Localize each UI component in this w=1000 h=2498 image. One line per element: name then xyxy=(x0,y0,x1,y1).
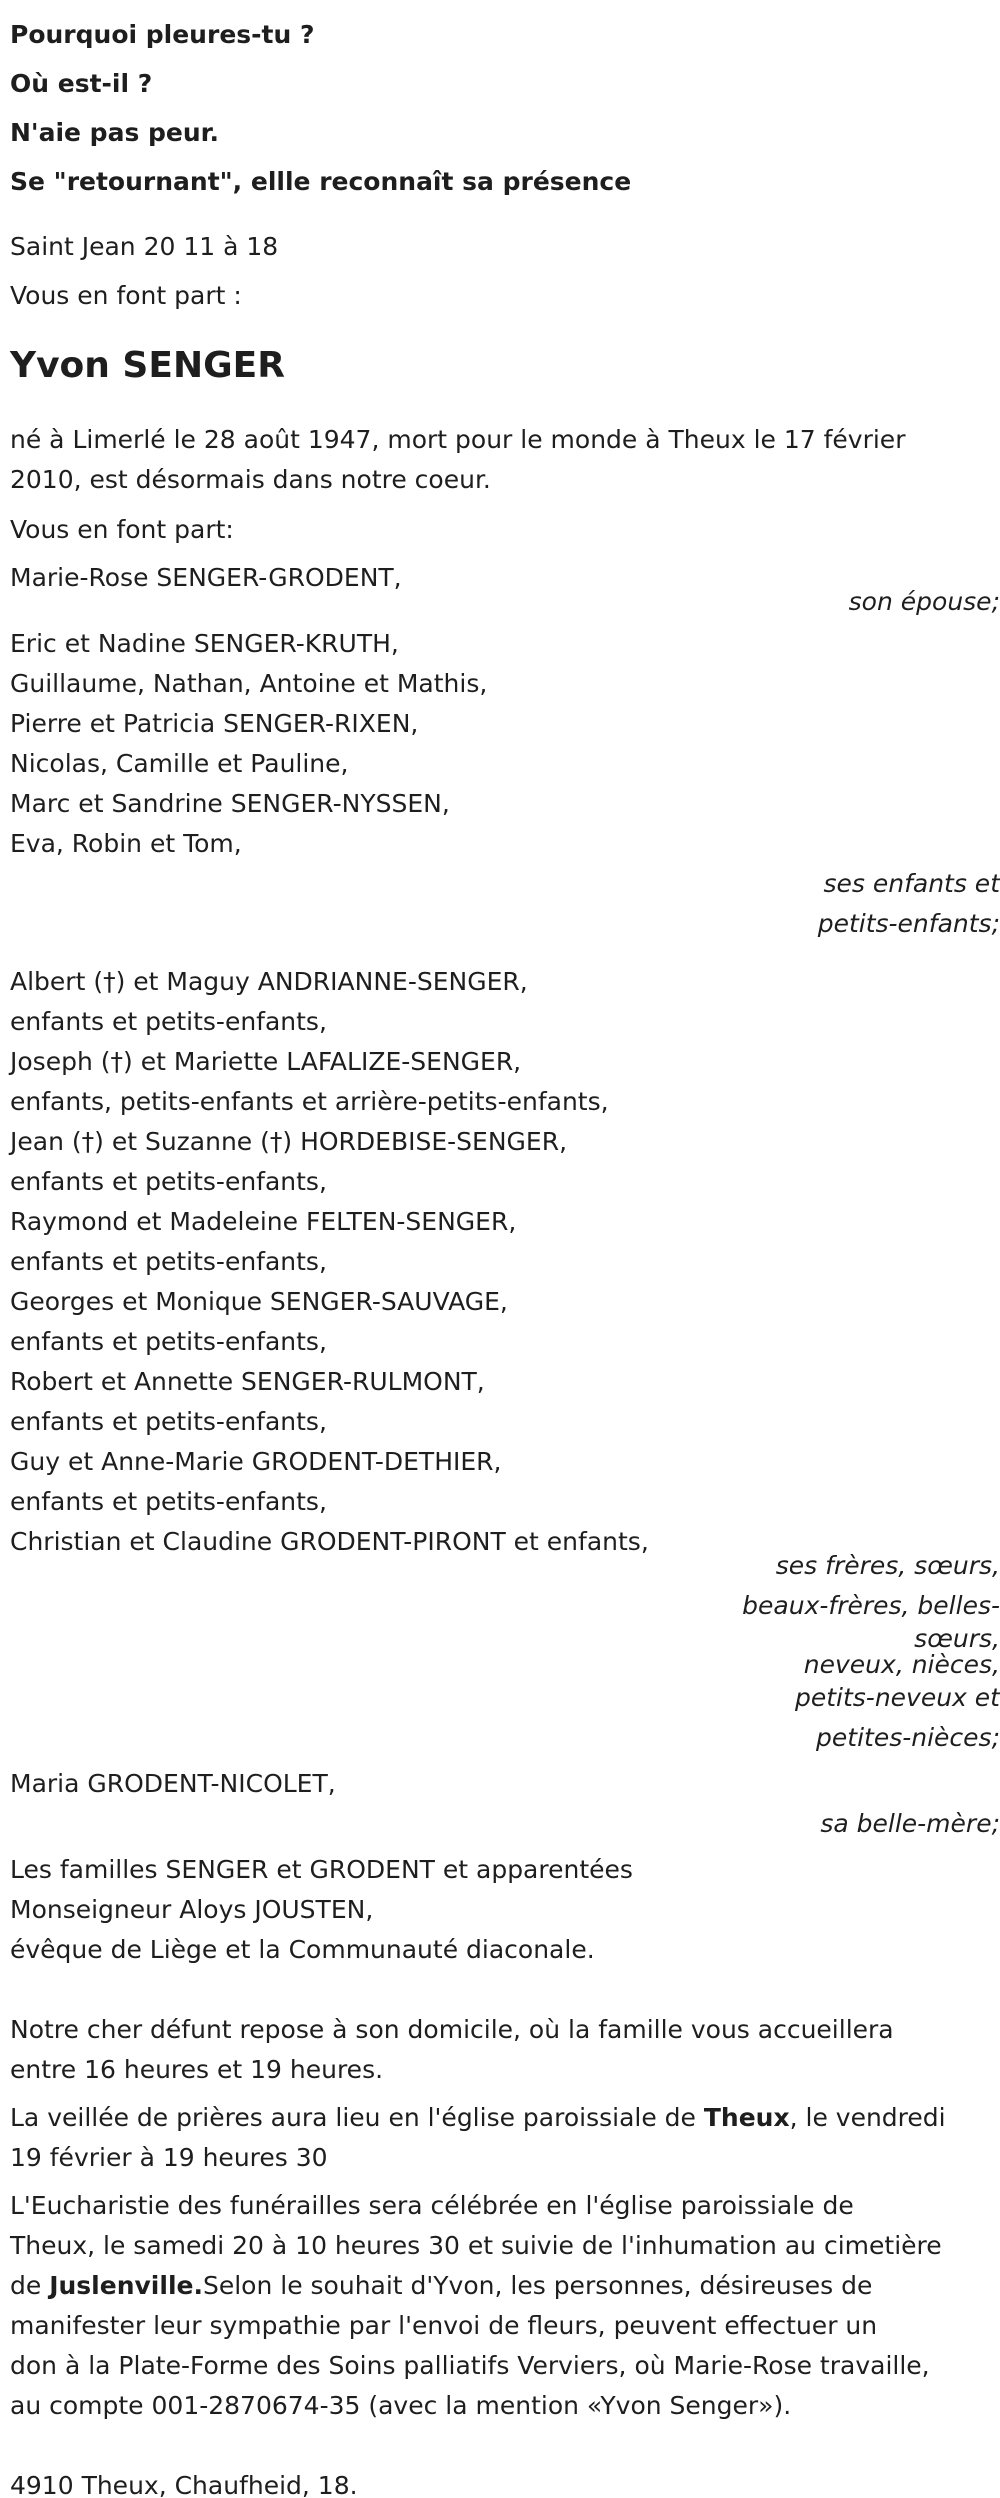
poem-line: N'aie pas peur. xyxy=(10,118,219,147)
family-line: enfants et petits-enfants, xyxy=(10,1007,327,1036)
vigil-line: 19 février à 19 heures 30 xyxy=(10,2143,328,2172)
intro xyxy=(10,222,990,320)
family-line: évêque de Liège et la Communauté diaconale. xyxy=(10,1935,595,1964)
family-line: Joseph (†) et Mariette LAFALIZE-SENGER, xyxy=(10,1047,522,1076)
funeral-info xyxy=(10,2010,990,2426)
mother-in-law-relation: sa belle-mère; xyxy=(820,1809,1000,1838)
family-line: Albert (†) et Maguy ANDRIANNE-SENGER, xyxy=(10,967,528,996)
family-line: enfants, petits-enfants et arrière-petits-enfants, xyxy=(10,1087,609,1116)
eucharist-line: Theux, le samedi 20 à 10 heures 30 et suivie de l'inhumation au cimetière xyxy=(10,2231,942,2260)
bio xyxy=(10,420,1000,500)
poem-line: Pourquoi pleures-tu ? xyxy=(10,20,315,49)
siblings-block xyxy=(10,962,1000,1758)
family-line: Eva, Robin et Tom, xyxy=(10,829,242,858)
bio-line: 2010, est désormais dans notre coeur. xyxy=(10,465,491,494)
bio-line: né à Limerlé le 28 août 1947, mort pour le monde à Theux le 17 février xyxy=(10,425,906,454)
children-relation: ses enfants et petits-enfants; xyxy=(817,869,1000,938)
mother-in-law-block xyxy=(10,1764,1000,1844)
vigil-line: La veillée de prières aura lieu en l'église paroissiale de Theux, le vendredi xyxy=(10,2103,946,2132)
eucharist-line: don à la Plate-Forme des Soins palliatifs Verviers, où Marie-Rose travaille, xyxy=(10,2351,930,2380)
family-line: Robert et Annette SENGER-RULMONT, xyxy=(10,1367,485,1396)
family-line: Les familles SENGER et GRODENT et apparentées xyxy=(10,1855,633,1884)
spouse-block xyxy=(10,558,1000,622)
vigil-place: Theux xyxy=(703,2103,790,2132)
eucharist-line: de Juslenville.Selon le souhait d'Yvon, les personnes, désireuses de xyxy=(10,2271,873,2300)
spouse-relation: son épouse; xyxy=(848,587,1000,616)
poem-line: Où est-il ? xyxy=(10,69,153,98)
family-line: Eric et Nadine SENGER-KRUTH, xyxy=(10,629,399,658)
address: 4910 Theux, Chaufheid, 18. xyxy=(10,2471,358,2498)
poem-line: Se "retournant", ellle reconnaît sa présence xyxy=(10,167,632,196)
announce-text-2: Vous en font part: xyxy=(10,515,234,544)
spouse-name: Marie-Rose SENGER-GRODENT, xyxy=(10,563,402,592)
rest-line: entre 16 heures et 19 heures. xyxy=(10,2055,384,2084)
cemetery-place: Juslenville. xyxy=(49,2271,203,2300)
family-line: Guy et Anne-Marie GRODENT-DETHIER, xyxy=(10,1447,502,1476)
family-line: Jean (†) et Suzanne (†) HORDEBISE-SENGER, xyxy=(10,1127,568,1156)
family-line: Georges et Monique SENGER-SAUVAGE, xyxy=(10,1287,508,1316)
family-line: enfants et petits-enfants, xyxy=(10,1407,327,1436)
family-line: enfants et petits-enfants, xyxy=(10,1487,327,1516)
family-line: Christian et Claudine GRODENT-PIRONT et enfants, xyxy=(10,1527,649,1556)
eucharist-line: au compte 001-2870674-35 (avec la mention «Yvon Senger»). xyxy=(10,2391,792,2420)
others-block xyxy=(10,1850,990,1970)
family-line: Guillaume, Nathan, Antoine et Mathis, xyxy=(10,669,488,698)
announce-text: Vous en font part : xyxy=(10,281,242,310)
place-date: Saint Jean 20 11 à 18 xyxy=(10,232,279,261)
siblings-relation: ses frères, sœurs, beaux-frères, belles- sœurs, neveux, nièces, petits-neveux et petites-nièces; xyxy=(742,1551,1000,1752)
family-line: Raymond et Madeleine FELTEN-SENGER, xyxy=(10,1207,517,1236)
eucharist-line: L'Eucharistie des funérailles sera célébrée en l'église paroissiale de xyxy=(10,2191,854,2220)
family-line: Marc et Sandrine SENGER-NYSSEN, xyxy=(10,789,450,818)
family-line: enfants et petits-enfants, xyxy=(10,1247,327,1276)
family-line: Pierre et Patricia SENGER-RIXEN, xyxy=(10,709,419,738)
poem xyxy=(10,0,990,206)
family-line: Monseigneur Aloys JOUSTEN, xyxy=(10,1895,374,1924)
mother-in-law-name: Maria GRODENT-NICOLET, xyxy=(10,1769,336,1798)
family-line: enfants et petits-enfants, xyxy=(10,1327,327,1356)
eucharist-line: manifester leur sympathie par l'envoi de fleurs, peuvent effectuer un xyxy=(10,2311,878,2340)
children-block xyxy=(10,624,1000,944)
deceased-name: Yvon SENGER xyxy=(10,345,285,386)
rest-line: Notre cher défunt repose à son domicile, où la famille vous accueillera xyxy=(10,2015,894,2044)
family-line: Nicolas, Camille et Pauline, xyxy=(10,749,349,778)
family-line: enfants et petits-enfants, xyxy=(10,1167,327,1196)
